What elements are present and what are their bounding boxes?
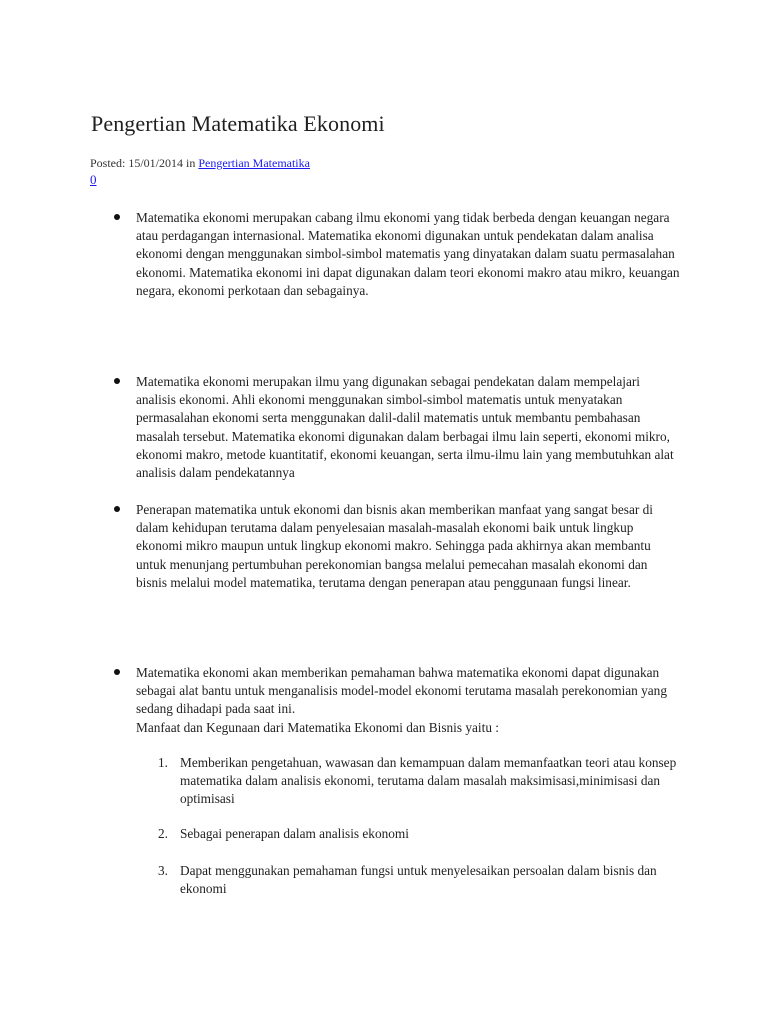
comments-count-link[interactable]: 0: [90, 172, 97, 187]
item-text: Sebagai penerapan dalam analisis ekonomi: [180, 826, 409, 841]
item-number: 1.: [158, 755, 168, 770]
category-link[interactable]: Pengertian Matematika: [198, 156, 310, 170]
bullet-dot: [114, 378, 120, 384]
subheading: Manfaat dan Kegunaan dari Matematika Ekonomi dan Bisnis yaitu :: [136, 719, 499, 735]
bullet-text: Matematika ekonomi akan memberikan pemahaman bahwa matematika ekonomi dapat digunakan sebagai alat bantu untuk menganalisis model-model ekonomi terutama masalah perekonomian yang sedang dihadapi pada saat ini.: [136, 665, 667, 717]
bullet-item: [136, 501, 681, 592]
bullet-item: [136, 664, 681, 737]
item-text: Dapat menggunakan pemahaman fungsi untuk menyelesaikan persoalan dalam bisnis dan ekonomi: [180, 863, 657, 897]
bullet-dot: [114, 669, 120, 675]
item-text: Memberikan pengetahuan, wawasan dan kemampuan dalam memanfaatkan teori atau konsep matematika dalam analisis ekonomi, terutama dalam masalah maksimisasi,minimisasi dan optimisasi: [180, 755, 677, 807]
bullet-text: Matematika ekonomi merupakan ilmu yang digunakan sebagai pendekatan dalam mempelajari analisis ekonomi. Ahli ekonomi menggunakan simbol-simbol matematis untuk menyatakan permasalahan ekonomi serta menggunakan dalil-dalil matematis untuk membantu pembahasan masalah tersebut. Matematika ekonomi digunakan dalam berbagai ilmu lain seperti, ekonomi mikro, ekonomi makro, metode kuantitatif, ekonomi keuangan, serta ilmu-ilmu lain yang membutuhkan alat analisis dalam pendekatannya: [136, 374, 674, 481]
item-number: 3.: [158, 863, 168, 878]
numbered-item: [158, 862, 680, 898]
page-title: Pengertian Matematika Ekonomi: [91, 111, 385, 136]
bullet-text: Penerapan matematika untuk ekonomi dan bisnis akan memberikan manfaat yang sangat besar di dalam kehidupan terutama dalam penyelesaian masalah-masalah ekonomi baik untuk lingkup ekonomi mikro maupun untuk lingkup ekonomi makro. Sehingga pada akhirnya akan membantu untuk menunjang pertumbuhan perekonomian bangsa melalui pemecahan masalah ekonomi dan bisnis melalui model matematika, terutama dengan penerapan atau penggunaan fungsi linear.: [136, 502, 653, 590]
bullet-item: [136, 373, 681, 482]
bullet-dot: [114, 214, 120, 220]
post-meta: [90, 155, 310, 171]
bullet-text: Matematika ekonomi merupakan cabang ilmu ekonomi yang tidak berbeda dengan keuangan negara atau perdagangan internasional. Matematika ekonomi digunakan untuk pendekatan dalam analisa ekonomi dengan menggunakan simbol-simbol matematis yang dinyatakan dalam suatu permasalahan ekonomi. Matematika ekonomi ini dapat digunakan dalam teori ekonomi makro atau mikro, keuangan negara, ekonomi perkotaan dan sebagainya.: [136, 210, 680, 298]
bullet-item: [136, 209, 681, 300]
item-number: 2.: [158, 826, 168, 841]
numbered-item: [158, 825, 680, 843]
posted-date: Posted: 15/01/2014 in: [90, 156, 199, 170]
numbered-item: [158, 754, 680, 809]
bullet-dot: [114, 506, 120, 512]
